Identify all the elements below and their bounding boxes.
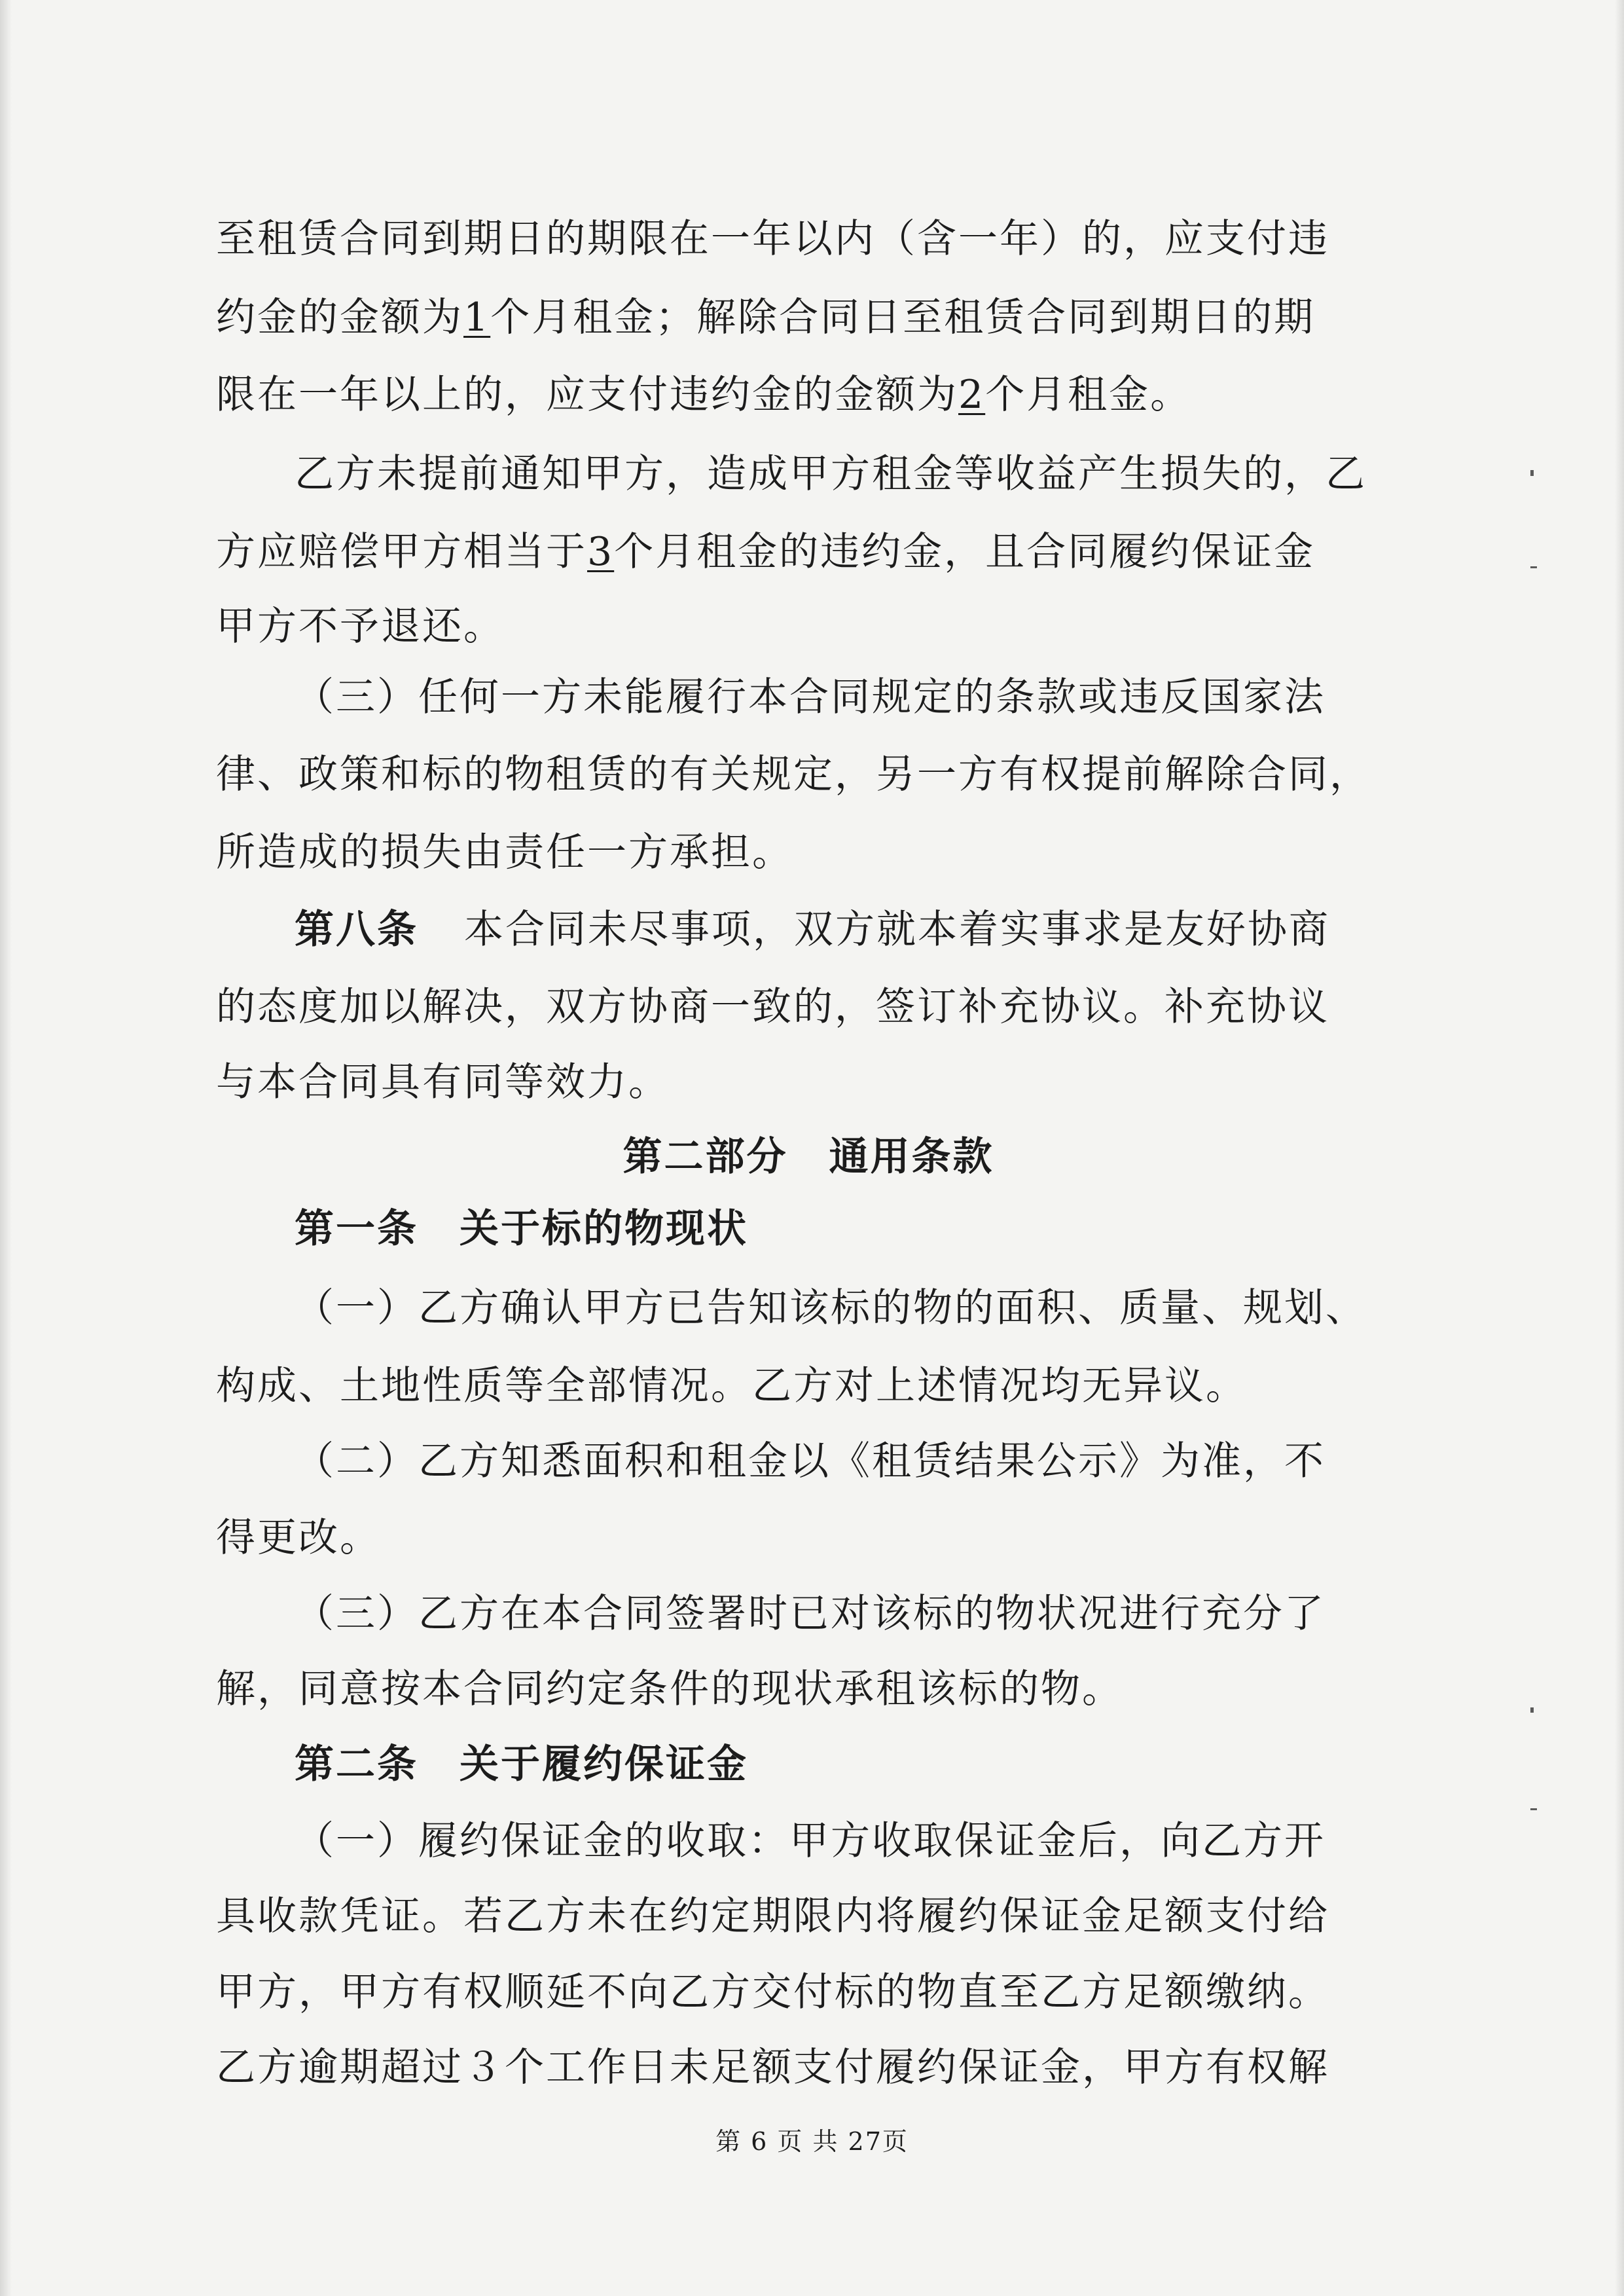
article-label: 第八条 [295, 907, 418, 953]
paragraph-line: （一）履约保证金的收取：甲方收取保证金后，向乙方开 [295, 1818, 1326, 1864]
paragraph-line: 甲方不予退还。 [216, 604, 505, 649]
text-segment: 个月租金；解除合同日至租赁合同到期日的期 [490, 295, 1316, 340]
paragraph-line [216, 369, 1191, 421]
paragraph-line: 乙方逾期超过３个工作日未足额支付履约保证金，甲方有权解 [216, 2045, 1329, 2090]
paragraph-line: （三）乙方在本合同签署时已对该标的物状况进行充分了 [295, 1591, 1326, 1637]
paragraph-line: （一）乙方确认甲方已告知该标的物的面积、质量、规划、 [295, 1285, 1367, 1331]
text-segment: 方应赔偿甲方相当于 [216, 529, 587, 575]
paragraph-line [216, 291, 1315, 344]
page-number-footer: 第 6 页 共 27页 [715, 2127, 909, 2156]
paragraph-line [295, 903, 1330, 956]
text-segment: 限在一年以上的，应支付违约金的金额为 [216, 372, 958, 418]
scan-edge-right [1615, 0, 1624, 2296]
paragraph-line: 具收款凭证。若乙方未在约定期限内将履约保证金足额支付给 [216, 1893, 1329, 1939]
text-segment: 约金的金额为 [216, 295, 463, 340]
paragraph-line: 解，同意按本合同约定条件的现状承租该标的物。 [216, 1666, 1123, 1712]
paragraph-line [216, 526, 1315, 578]
scan-speck [1530, 566, 1537, 568]
filled-value: 2 [958, 372, 986, 418]
paragraph-line: （三）任何一方未能履行本合同规定的条款或违反国家法 [295, 674, 1326, 720]
scan-edge-left [0, 0, 12, 2296]
paragraph-line: 律、政策和标的物租赁的有关规定，另一方有权提前解除合同， [216, 752, 1371, 797]
scan-speck [1530, 470, 1534, 476]
paragraph-line: （二）乙方知悉面积和租金以《租赁结果公示》为准，不 [295, 1438, 1326, 1484]
article-heading: 第二条 关于履约保证金 [295, 1741, 748, 1787]
paragraph-line: 与本合同具有同等效力。 [216, 1059, 670, 1105]
text-segment: 个月租金。 [985, 372, 1192, 418]
filled-value: 1 [463, 295, 491, 340]
text-segment: 本合同未尽事项，双方就本着实事求是友好协商 [464, 907, 1330, 953]
text-segment: 个月租金的违约金，且合同履约保证金 [614, 529, 1316, 575]
paragraph-line: 乙方未提前通知甲方，造成甲方租金等收益产生损失的，乙 [295, 451, 1367, 497]
paragraph-line: 得更改。 [216, 1515, 381, 1561]
paragraph-line: 的态度加以解决，双方协商一致的，签订补充协议。补充协议 [216, 984, 1329, 1030]
paragraph-line: 所造成的损失由责任一方承担。 [216, 829, 793, 875]
section-heading: 第二部分 通用条款 [623, 1134, 994, 1180]
scan-speck [1530, 1707, 1534, 1713]
scan-speck [1530, 1808, 1537, 1810]
paragraph-line: 至租赁合同到期日的期限在一年以内（含一年）的，应支付违 [216, 216, 1329, 262]
paragraph-line: 甲方，甲方有权顺延不向乙方交付标的物直至乙方足额缴纳。 [216, 1969, 1329, 2015]
paragraph-line: 构成、土地性质等全部情况。乙方对上述情况均无异议。 [216, 1363, 1247, 1409]
article-heading: 第一条 关于标的物现状 [295, 1206, 748, 1252]
filled-value: 3 [587, 529, 615, 575]
